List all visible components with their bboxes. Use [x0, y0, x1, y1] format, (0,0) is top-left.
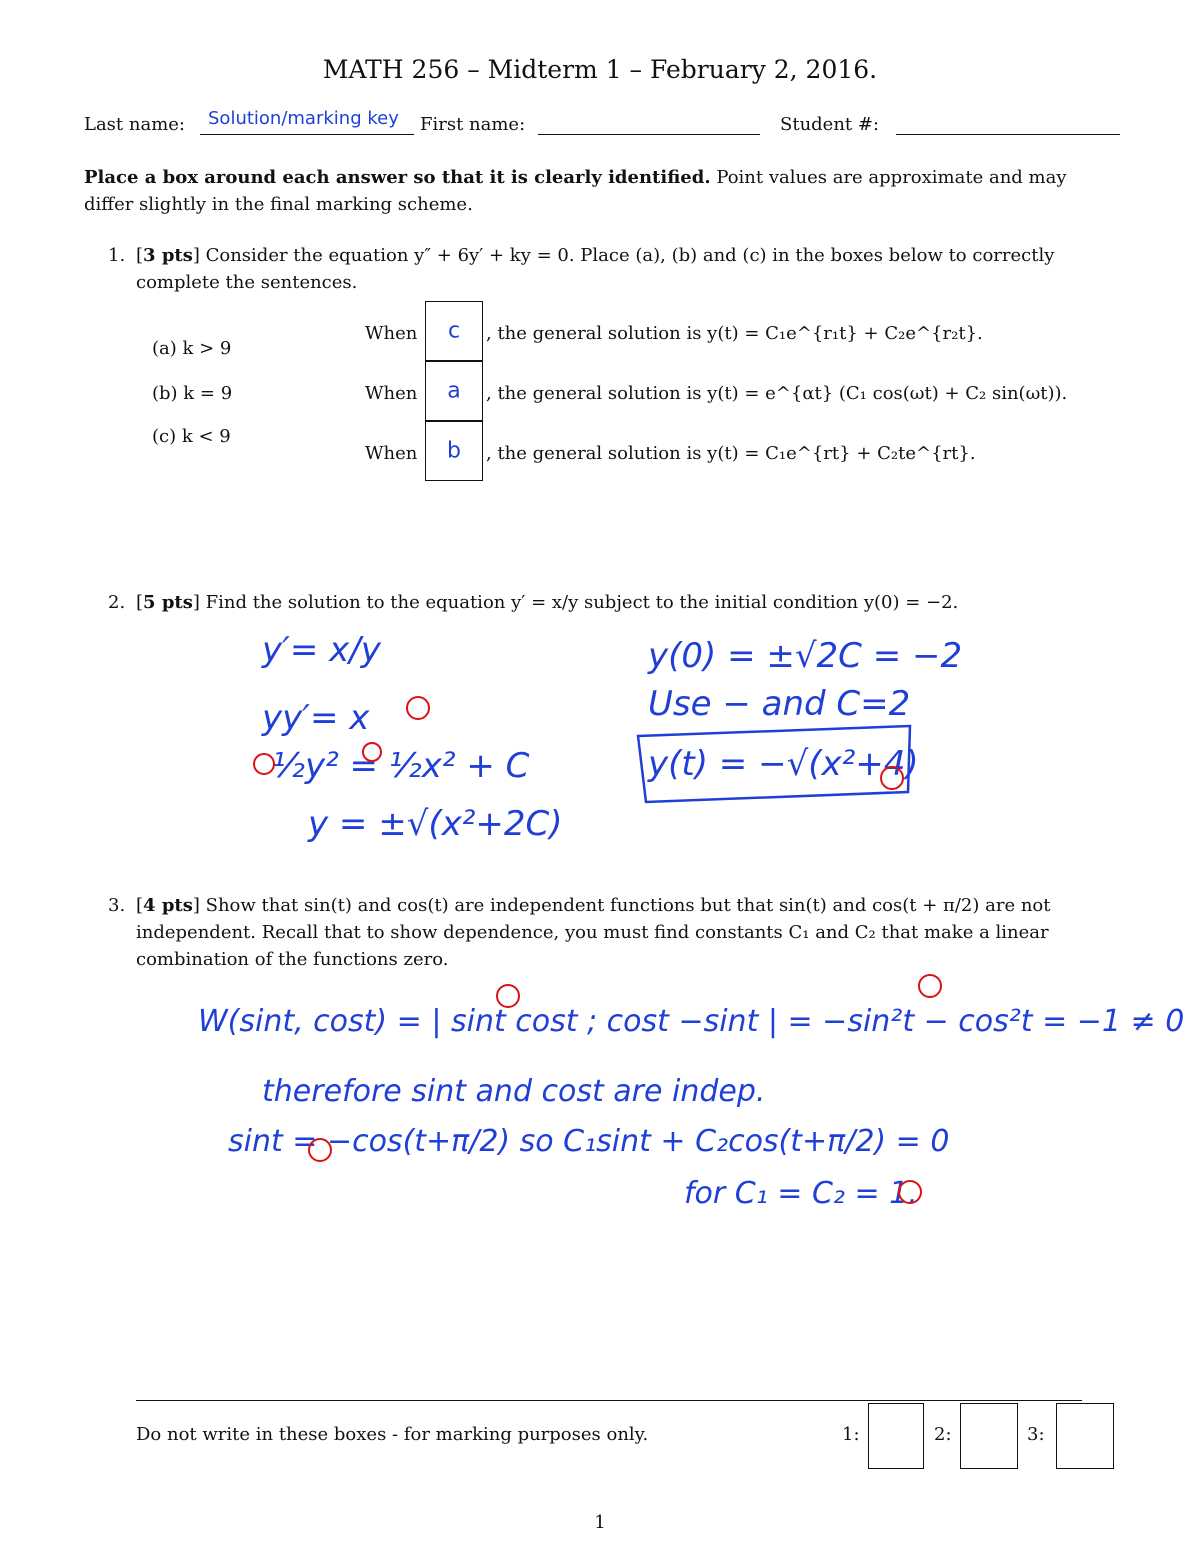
work-line: y(0) = ±√2C = −2 — [648, 636, 963, 676]
work-line: y = ±√(x²+2C) — [308, 804, 563, 844]
answer-letter: a — [447, 378, 461, 404]
option-a: (a) k > 9 — [152, 338, 232, 359]
footer-note: Do not write in these boxes - for marking purposes only. — [136, 1424, 649, 1445]
score-label-3: 3: — [1027, 1424, 1045, 1445]
mark-circles-q2 — [250, 690, 450, 790]
score-label-1: 1: — [842, 1424, 860, 1445]
answer-box-drawing — [630, 720, 920, 820]
answer-box[interactable] — [425, 301, 483, 361]
first-name-label: First name: — [420, 114, 526, 135]
score-box-2[interactable] — [960, 1403, 1018, 1469]
mark-circle — [919, 975, 941, 997]
first-name-line — [538, 134, 760, 135]
question-2 — [108, 589, 1120, 616]
boxed-answer: y(t) = −√(x²+4) — [648, 744, 919, 784]
mark-circle — [899, 1181, 921, 1203]
work-line: yy′= x — [262, 698, 370, 738]
work-line: for C₁ = C₂ = 1. — [684, 1176, 918, 1211]
footer-divider — [136, 1400, 1082, 1401]
score-label-2: 2: — [934, 1424, 952, 1445]
question-3-line-1: [4 pts] Show that sin(t) and cos(t) are independent functions but that sin(t) and cos(t + π/2) are not — [136, 895, 1051, 916]
answer-box[interactable] — [425, 421, 483, 481]
question-2-text: [5 pts] Find the solution to the equation y′ = x/y subject to the initial condition y(0) = −2. — [136, 592, 959, 613]
work-line: therefore sint and cost are indep. — [262, 1074, 766, 1109]
mark-circles-q3 — [490, 970, 950, 1230]
mark-circle — [309, 1139, 331, 1161]
question-1 — [108, 242, 1120, 296]
student-number-line — [896, 134, 1120, 135]
instructions — [84, 164, 1120, 218]
question-1-text-b: complete the sentences. — [136, 272, 358, 293]
page-title: MATH 256 – Midterm 1 – February 2, 2016. — [322, 55, 878, 84]
score-box-3[interactable] — [1056, 1403, 1114, 1469]
question-3 — [108, 892, 1120, 973]
question-number: 3. — [108, 895, 126, 916]
question-1-text: [3 pts] Consider the equation y″ + 6y′ + ky = 0. Place (a), (b) and (c) in the boxes below to correctly — [136, 245, 1055, 266]
work-line: W(sint, cost) = | sint cost ; cost −sint | = −sin²t − cos²t = −1 ≠ 0 — [198, 1004, 1185, 1039]
question-number: 1. — [108, 245, 126, 266]
points: 5 pts — [143, 592, 193, 613]
mark-circle — [497, 985, 519, 1007]
solution-sentence: , the general solution is y(t) = C₁e^{r₁t} + C₂e^{r₂t}. — [486, 323, 983, 344]
when-label: When — [365, 383, 418, 404]
when-label: When — [365, 323, 418, 344]
when-label: When — [365, 443, 418, 464]
answer-letter: b — [447, 438, 461, 464]
mark-circle — [881, 767, 903, 789]
last-name-line — [200, 134, 414, 135]
question-1-text-a: Consider the equation y″ + 6y′ + ky = 0. Place (a), (b) and (c) in the boxes below to correctly — [205, 245, 1055, 266]
points: 3 pts — [143, 245, 193, 266]
student-number-label: Student #: — [780, 114, 880, 135]
score-box-1[interactable] — [868, 1403, 924, 1469]
instructions-rest: Point values are approximate and may differ slightly in the final marking scheme. — [84, 167, 1067, 215]
mark-circle — [363, 743, 381, 761]
question-3-line-2: independent. Recall that to show dependence, you must find constants C₁ and C₂ that make a linear — [136, 922, 1049, 943]
last-name-value: Solution/marking key — [208, 108, 399, 129]
last-name-label: Last name: — [84, 114, 185, 135]
instructions-bold: Place a box around each answer so that it is clearly identified. — [84, 167, 711, 188]
work-line: Use − and C=2 — [648, 684, 911, 724]
solution-sentence: , the general solution is y(t) = C₁e^{rt} + C₂te^{rt}. — [486, 443, 976, 464]
answer-box[interactable] — [425, 361, 483, 421]
work-line: y′= x/y — [262, 630, 381, 670]
question-3-line-3: combination of the functions zero. — [136, 949, 449, 970]
question-number: 2. — [108, 592, 126, 613]
question-2-text-body: Find the solution to the equation y′ = x/y subject to the initial condition y(0) = −2. — [205, 592, 959, 613]
solution-sentence: , the general solution is y(t) = e^{αt} (C₁ cos(ωt) + C₂ sin(ωt)). — [486, 383, 1068, 404]
page-number: 1 — [594, 1512, 606, 1533]
box-stroke — [638, 726, 910, 802]
option-b: (b) k = 9 — [152, 383, 233, 404]
question-3-line-1-text: Show that sin(t) and cos(t) are independent functions but that sin(t) and cos(t + π/2) are not — [205, 895, 1051, 916]
option-c: (c) k < 9 — [152, 426, 231, 447]
work-line: sint = −cos(t+π/2) so C₁sint + C₂cos(t+π/2) = 0 — [228, 1124, 950, 1159]
points: 4 pts — [143, 895, 193, 916]
mark-circle — [407, 697, 429, 719]
work-line: ½y² = ½x² + C — [272, 746, 530, 786]
answer-letter: c — [447, 318, 461, 344]
mark-circle-q3-b — [300, 1130, 340, 1170]
mark-circle — [254, 754, 274, 774]
